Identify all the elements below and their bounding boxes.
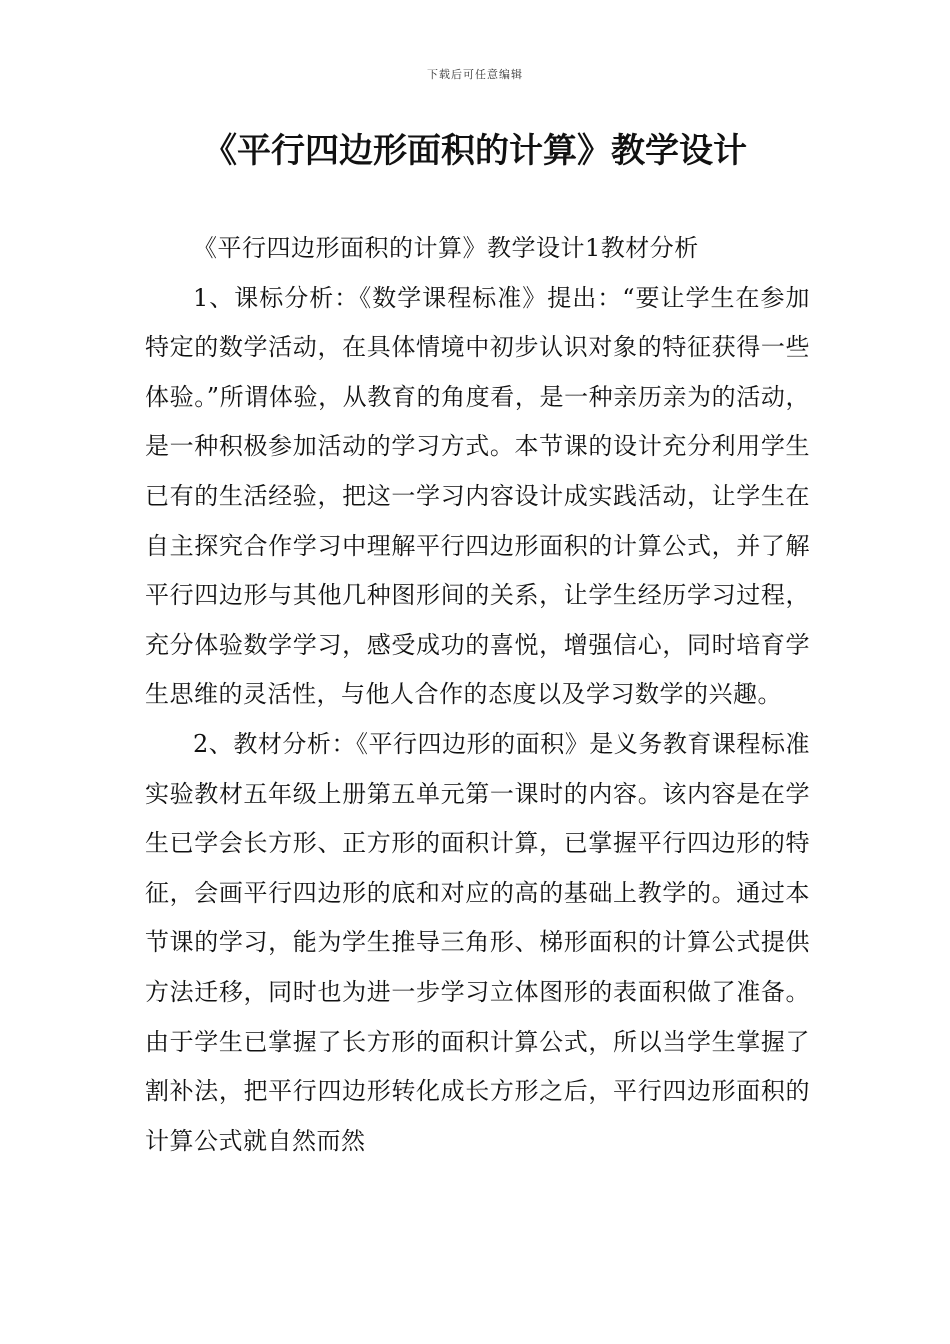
paragraph-textbook-analysis: 2、教材分析：《平行四边形的面积》是义务教育课程标准实验教材五年级上册第五单元第一课时的内容。该内容是在学生已学会长方形、正方形的面积计算，已掌握平行四边形的特征，会画平行四边形的底和对应的高的基础上教学的。通过本节课的学习，能为学生推导三角形、梯形面积的计算公式提供方法迁移，同时也为进一步学习立体图形的表面积做了准备。由于学生已掌握了长方形的面积计算公式，所以当学生掌握了割补法，把平行四边形转化成长方形之后，平行四边形面积的计算公式就自然而然 bbox=[145, 729, 810, 1155]
document-body bbox=[145, 224, 810, 1166]
document-title: 《平行四边形面积的计算》教学设计 bbox=[203, 131, 747, 171]
paragraph-curriculum-analysis: 1、课标分析：《数学课程标准》提出：“要让学生在参加特定的数学活动，在具体情境中初步认识对象的特征获得一些体验。”所谓体验，从教育的角度看，是一种亲历亲为的活动，是一种积极参加活动的学习方式。本节课的设计充分利用学生已有的生活经验，把这一学习内容设计成实践活动，让学生在自主探究合作学习中理解平行四边形面积的计算公式，并了解平行四边形与其他几种图形间的关系，让学生经历学习过程，充分体验数学学习，感受成功的喜悦，增强信心，同时培育学生思维的灵活性，与他人合作的态度以及学习数学的兴趣。 bbox=[145, 283, 810, 709]
paragraph-subtitle: 《平行四边形面积的计算》教学设计1教材分析 bbox=[193, 234, 699, 262]
header-note: 下载后可任意编辑 bbox=[427, 68, 523, 81]
